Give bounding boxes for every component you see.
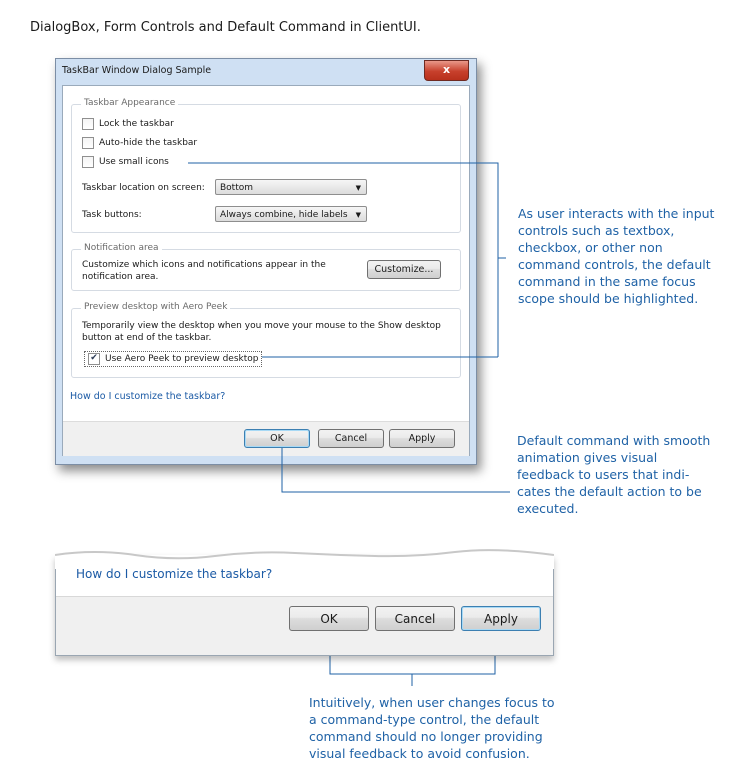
notification-area-legend: Notification area xyxy=(81,243,162,253)
dialog-title: TaskBar Window Dialog Sample xyxy=(62,65,212,76)
customize-button[interactable]: Customize... xyxy=(367,260,441,279)
lock-taskbar-label: Lock the taskbar xyxy=(99,119,174,129)
page-heading: DialogBox, Form Controls and Default Command in ClientUI. xyxy=(30,20,421,35)
dialog-crop xyxy=(55,555,554,656)
dropdown-arrow-icon: ▼ xyxy=(355,211,361,219)
torn-edge xyxy=(55,547,554,569)
task-buttons-value: Always combine, hide labels xyxy=(220,210,348,220)
connector-default xyxy=(282,448,510,492)
crop-customize-link[interactable]: How do I customize the taskbar? xyxy=(76,567,273,581)
cancel-button[interactable]: Cancel xyxy=(318,429,384,448)
callout-highlight-default: As user interacts with the input controls such as textbox, checkbox, or other non command controls, the default command in the same focus scope should be highlighted. xyxy=(518,206,715,306)
crop-ok-button[interactable]: OK xyxy=(289,606,369,631)
small-icons-label: Use small icons xyxy=(99,157,169,167)
dropdown-arrow-icon: ▼ xyxy=(355,184,361,192)
taskbar-appearance-legend: Taskbar Appearance xyxy=(81,98,178,108)
callout-default-animation: Default command with smooth animation gives visual feedback to users that indi-cates the default action to be executed. xyxy=(517,433,711,516)
ok-button[interactable]: OK xyxy=(244,429,310,448)
aero-peek-label: Use Aero Peek to preview desktop xyxy=(105,354,259,364)
task-buttons-label: Task buttons: xyxy=(82,210,142,220)
aero-peek-text: Temporarily view the desktop when you move your mouse to the Show desktop button at end of the taskbar. xyxy=(82,321,441,343)
crop-command-bar xyxy=(56,596,553,655)
apply-button[interactable]: Apply xyxy=(389,429,455,448)
notification-text: Customize which icons and notifications appear in the notification area. xyxy=(82,260,326,282)
crop-cancel-button[interactable]: Cancel xyxy=(375,606,455,631)
crop-apply-button[interactable]: Apply xyxy=(461,606,541,631)
location-label: Taskbar location on screen: xyxy=(82,183,205,193)
customize-taskbar-link[interactable]: How do I customize the taskbar? xyxy=(70,391,226,402)
connector-small-icons xyxy=(188,163,498,357)
checkmark-icon: ✔ xyxy=(90,353,98,363)
aero-peek-legend: Preview desktop with Aero Peek xyxy=(81,302,230,312)
callout-focus-change: Intuitively, when user changes focus to a command-type control, the default command should no longer providing visual feedback to avoid confusion. xyxy=(309,695,555,761)
auto-hide-label: Auto-hide the taskbar xyxy=(99,138,198,148)
close-icon: x xyxy=(442,63,451,76)
location-value: Bottom xyxy=(220,183,254,193)
